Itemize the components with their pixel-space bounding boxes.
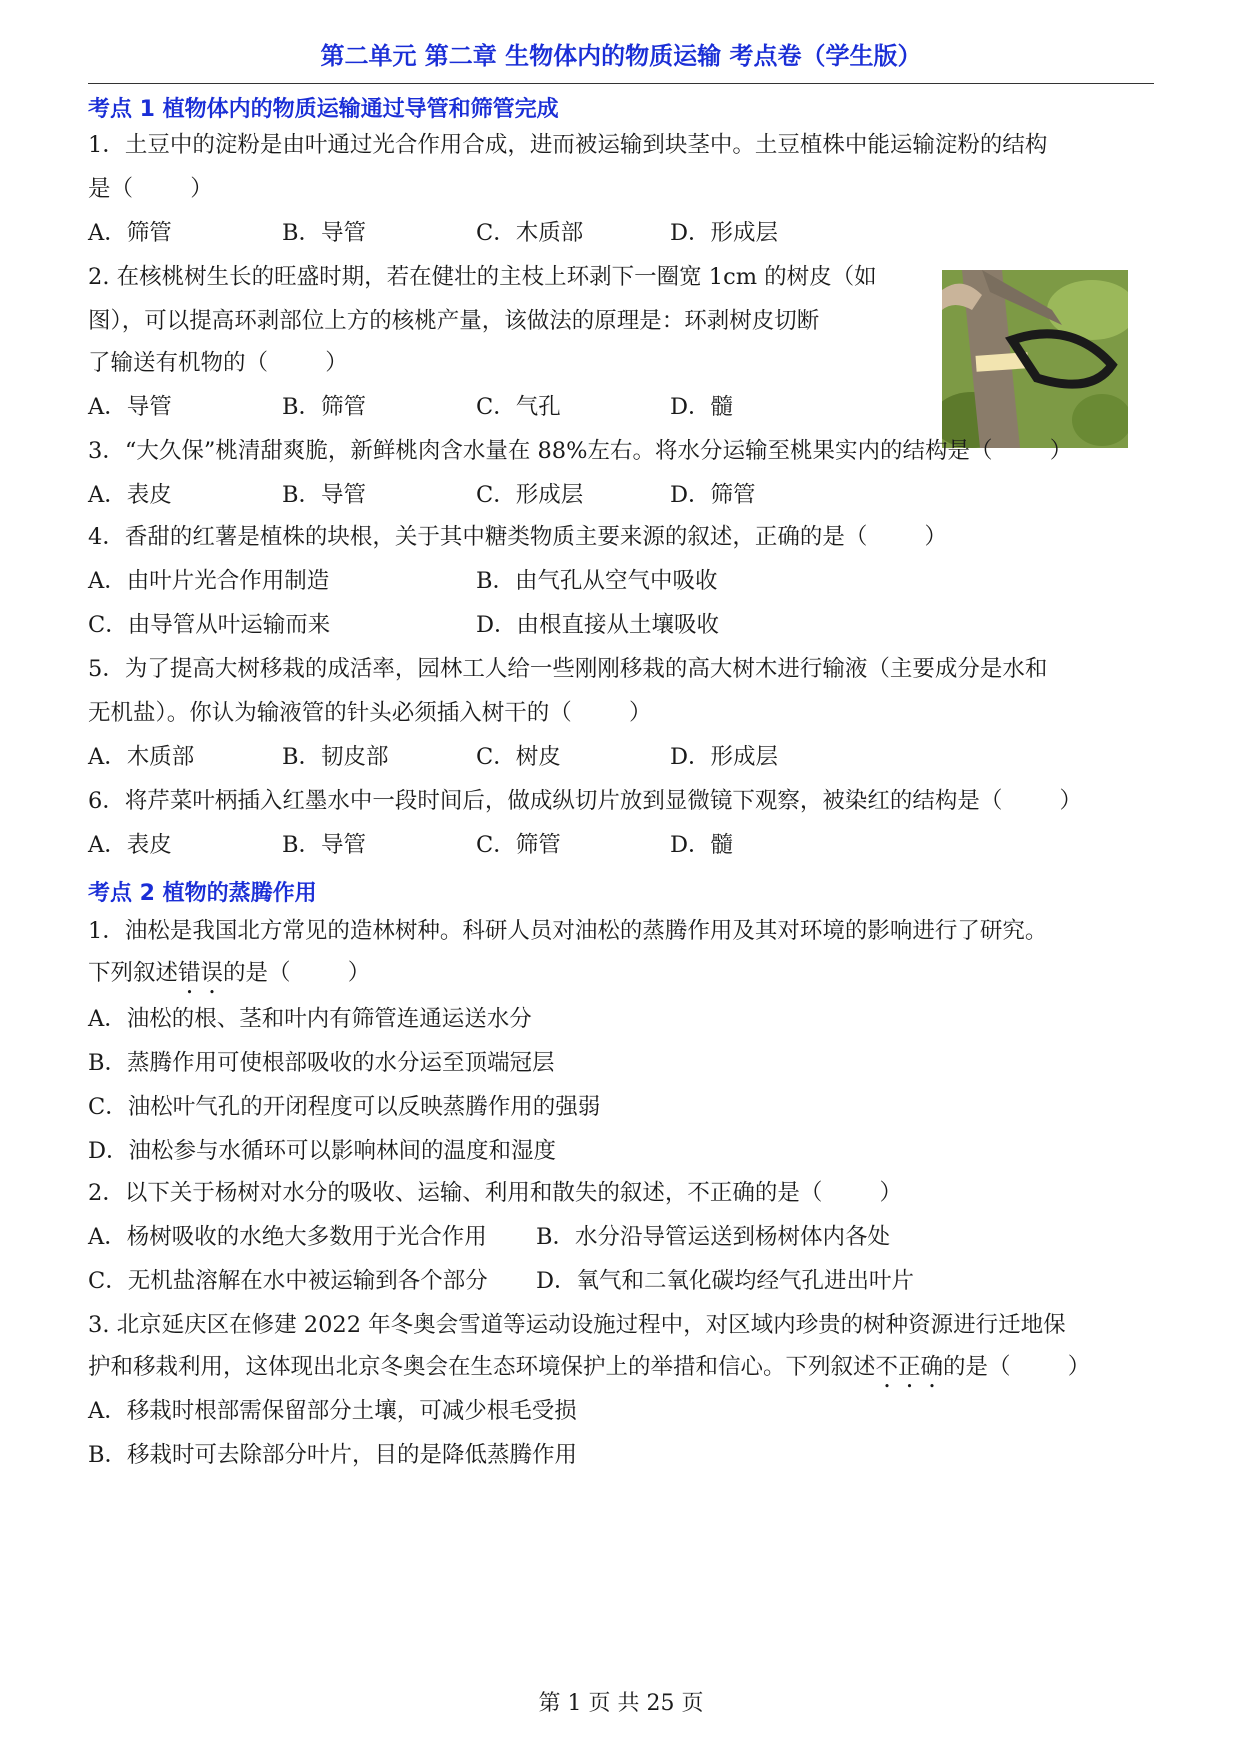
document-page (88, 0, 1154, 1754)
q1-5-option-a: A．木质部 (88, 744, 195, 770)
header-divider (88, 83, 1154, 84)
q1-5-option-b: B．韧皮部 (282, 744, 389, 770)
q2-3-text-line2 (88, 1352, 1090, 1393)
q1-2-option-d: D．髓 (670, 394, 734, 420)
q1-3-option-d: D．筛管 (670, 482, 756, 508)
q2-1-text-line2 (88, 958, 370, 999)
q1-5-option-c: C．树皮 (476, 744, 561, 770)
q2-3-text-post: 的是（ ） (943, 1354, 1091, 1380)
page-number: 第 1 页 共 25 页 (538, 1691, 704, 1716)
page-title: 第二单元 第二章 生物体内的物质运输 考点卷（学生版） (320, 42, 922, 70)
q2-1-text-post: 的是（ ） (223, 960, 371, 986)
q1-6-option-c: C．筛管 (476, 832, 561, 858)
q1-6-option-b: B．导管 (282, 832, 367, 858)
q1-1-option-c: C．木质部 (476, 220, 584, 246)
q2-3-option-a: A．移栽时根部需保留部分土壤，可减少根毛受损 (88, 1398, 577, 1424)
q1-6-option-a: A．表皮 (88, 832, 172, 858)
q2-1-option-c: C．油松叶气孔的开闭程度可以反映蒸腾作用的强弱 (88, 1094, 601, 1120)
q2-2-option-d: D．氧气和二氧化碳均经气孔进出叶片 (536, 1268, 915, 1294)
q1-4-text-line1: 4．香甜的红薯是植株的块根，关于其中糖类物质主要来源的叙述，正确的是（ ） (88, 524, 948, 550)
q1-3-option-c: C．形成层 (476, 482, 584, 508)
q1-2-option-c: C．气孔 (476, 394, 561, 420)
q2-3-option-b: B．移栽时可去除部分叶片，目的是降低蒸腾作用 (88, 1442, 578, 1468)
q1-3-text-line1: 3．“大久保”桃清甜爽脆，新鲜桃肉含水量在 88%左右。将水分运输至桃果实内的结构是（ ） (88, 438, 1073, 464)
q2-2-option-a: A．杨树吸收的水绝大多数用于光合作用 (88, 1224, 487, 1250)
q1-4-option-d: D．由根直接从土壤吸收 (476, 612, 720, 638)
q2-1-option-b: B．蒸腾作用可使根部吸收的水分运至顶端冠层 (88, 1050, 555, 1076)
q1-1-option-b: B．导管 (282, 220, 367, 246)
q1-2-text-line2: 图），可以提高环剥部位上方的核桃产量，该做法的原理是：环剥树皮切断 (88, 308, 820, 334)
q2-3-text-line1: 3. 北京延庆区在修建 2022 年冬奥会雪道等运动设施过程中，对区域内珍贵的树种资源进行迁地保 (88, 1312, 1066, 1338)
q2-1-option-d: D．油松参与水循环可以影响林间的温度和湿度 (88, 1138, 557, 1164)
q1-5-text-line1: 5．为了提高大树移栽的成活率，园林工人给一些刚刚移栽的高大树木进行输液（主要成分是水和 (88, 656, 1048, 682)
walnut-girdling-photo (942, 270, 1128, 448)
q1-2-text-line1: 2. 在核桃树生长的旺盛时期，若在健壮的主枝上环剥下一圈宽 1cm 的树皮（如 (88, 264, 877, 290)
q1-2-option-a: A．导管 (88, 394, 172, 420)
q1-5-text-line2: 无机盐）。你认为输液管的针头必须插入树干的（ ） (88, 700, 652, 726)
q1-1-option-d: D．形成层 (670, 220, 779, 246)
q1-3-option-b: B．导管 (282, 482, 367, 508)
q2-1-text-pre: 下列叙述 (88, 960, 179, 986)
q1-4-option-b: B．由气孔从空气中吸收 (476, 568, 718, 594)
q1-5-option-d: D．形成层 (670, 744, 779, 770)
q1-1-option-a: A．筛管 (88, 220, 172, 246)
q2-2-option-c: C．无机盐溶解在水中被运输到各个部分 (88, 1268, 488, 1294)
q1-4-option-a: A．由叶片光合作用制造 (88, 568, 330, 594)
q2-3-text-pre: 护和移栽利用，这体现出北京冬奥会在生态环境保护上的举措和信心。下列叙述 (88, 1354, 876, 1380)
girdling-illustration (942, 270, 1128, 448)
q2-1-text-line1: 1．油松是我国北方常见的造林树种。科研人员对油松的蒸腾作用及其对环境的影响进行了研究。 (88, 918, 1048, 944)
q1-6-text-line1: 6．将芹菜叶柄插入红墨水中一段时间后，做成纵切片放到显微镜下观察，被染红的结构是（ ） (88, 788, 1083, 814)
q2-1-option-a: A．油松的根、茎和叶内有筛管连通运送水分 (88, 1006, 532, 1032)
q1-4-option-c: C．由导管从叶运输而来 (88, 612, 331, 638)
q1-3-option-a: A．表皮 (88, 482, 172, 508)
q2-1-emphasis-word: 错误 (178, 960, 224, 986)
q1-6-option-d: D．髓 (670, 832, 734, 858)
q2-2-option-b: B．水分沿导管运送到杨树体内各处 (536, 1224, 891, 1250)
q2-3-emphasis-word: 不正确 (875, 1354, 944, 1380)
q1-2-option-b: B．筛管 (282, 394, 367, 420)
section-title-1: 考点 1 植物体内的物质运输通过导管和筛管完成 (88, 97, 559, 122)
q1-1-text-line1: 1．土豆中的淀粉是由叶通过光合作用合成，进而被运输到块茎中。土豆植株中能运输淀粉的结构 (88, 132, 1048, 158)
q1-1-text-line2: 是（ ） (88, 176, 213, 202)
q2-2-text-line1: 2．以下关于杨树对水分的吸收、运输、利用和散失的叙述，不正确的是（ ） (88, 1180, 903, 1206)
section-title-2: 考点 2 植物的蒸腾作用 (88, 881, 317, 906)
q1-2-text-line3: 了输送有机物的（ ） (88, 350, 348, 376)
